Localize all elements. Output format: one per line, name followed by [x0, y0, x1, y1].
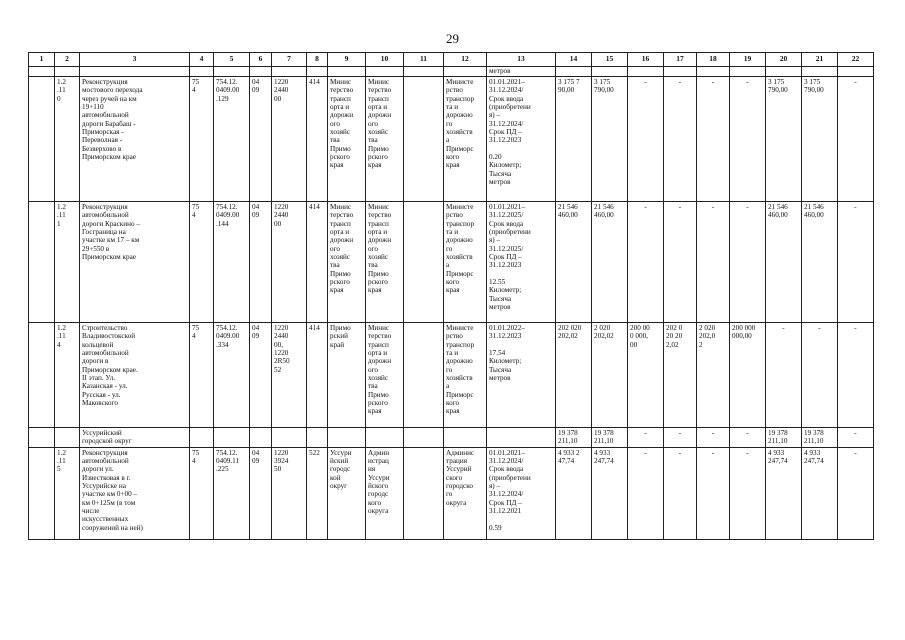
- section-code: 04 09: [250, 202, 272, 323]
- amount-col-19: 200 000 000,00: [730, 323, 766, 428]
- row-number: 1.2 .11 0: [55, 77, 80, 202]
- expense-type: 522: [307, 447, 328, 539]
- terms-capacity: 01.01.2021– 31.12.2024/ Срок ввода (приобретени я) – 31.12.2024/ Срок ПД – 31.12.2023 0.20 Километр; Тысяча метров: [487, 77, 556, 202]
- terms-capacity: 01.01.2022– 31.12.2023 17.54 Километр; Тысяча метров: [487, 323, 556, 428]
- column-header: 3: [80, 53, 190, 67]
- terms-capacity: 01.01.2021– 31.12.2024/ Срок ввода (приобретени я) – 31.12.2024/ Срок ПД – 31.12.2021 0.59: [487, 447, 556, 539]
- amount-col-20: 3 175 790,00: [766, 77, 802, 202]
- amount-col-22: -: [838, 202, 874, 323]
- column-11: [404, 202, 444, 323]
- object-code: 754.12. 0409.00 .144: [214, 202, 250, 323]
- section-code: 04 09: [250, 447, 272, 539]
- investment-objects-table: [28, 52, 874, 540]
- amount-col-18: -: [697, 202, 730, 323]
- column-header: 19: [730, 53, 766, 67]
- column-header: 11: [404, 53, 444, 67]
- column-header: 1: [29, 53, 55, 67]
- column-header: 14: [556, 53, 592, 67]
- amount-col-15: 3 175 790,00: [592, 77, 628, 202]
- amount-col-15: 2 020 202,02: [592, 323, 628, 428]
- subtotal-col-15: 19 378 211,10: [592, 428, 628, 448]
- amount-col-18: 2 020 202,0 2: [697, 323, 730, 428]
- estimated-cost: 21 546 460,00: [556, 202, 592, 323]
- amount-col-21: 4 933 247,74: [802, 447, 838, 539]
- amount-col-19: -: [730, 447, 766, 539]
- subtotal-label: Уссурийский городской округ: [80, 428, 190, 448]
- amount-col-17: -: [664, 447, 697, 539]
- gr-code: 75 4: [190, 323, 214, 428]
- column-header: 12: [444, 53, 487, 67]
- amount-col-19: -: [730, 202, 766, 323]
- column-header: 16: [628, 53, 664, 67]
- column-header: 21: [802, 53, 838, 67]
- header-row: [29, 53, 874, 67]
- object-name: Реконструкция мостового перехода через ручей на км 19+110 автомобильной дороги Барабаш - Приморская - Переволная - Безверхово в Приморском крае: [80, 77, 190, 202]
- amount-col-16: -: [628, 77, 664, 202]
- amount-col-17: -: [664, 77, 697, 202]
- column-header: 22: [838, 53, 874, 67]
- column-11: [404, 447, 444, 539]
- row-number: 1.2 .11 1: [55, 202, 80, 323]
- column-header: 10: [366, 53, 404, 67]
- column-11: [404, 77, 444, 202]
- column-header: 2: [55, 53, 80, 67]
- target-article: 1220 2440 00: [272, 202, 307, 323]
- page-number: 29: [446, 31, 459, 46]
- estimated-cost: 3 175 7 90,00: [556, 77, 592, 202]
- target-article: 1220 2440 00, 1220 2R50 52: [272, 323, 307, 428]
- owner: Минис терство трансп орта и дорожн ого хозяйс тва Примо рского края: [328, 202, 366, 323]
- subtotal-col-14: 19 378 211,10: [556, 428, 592, 448]
- object-code: 754.12. 0409.11 .225: [214, 447, 250, 539]
- customer: Админ истрац ия Уссури йского городс кого округа: [366, 447, 404, 539]
- target-article: 1220 3924 50: [272, 447, 307, 539]
- owner: Минис терство трансп орта и дорожн ого хозяйс тва Примо рского края: [328, 77, 366, 202]
- column-header: 9: [328, 53, 366, 67]
- amount-col-21: -: [802, 323, 838, 428]
- customer: Минис терство трансп орта и дорожн ого хозяйс тва Примо рского края: [366, 77, 404, 202]
- table-row: [29, 202, 874, 323]
- subtotal-col-20: 19 378 211,10: [766, 428, 802, 448]
- subtotal-col-16: -: [628, 428, 664, 448]
- table-row: [29, 447, 874, 539]
- object-name: Реконструкция автомобильной дороги Краскино – Госграница на участке км 17 – км 29+550 в Приморском крае: [80, 202, 190, 323]
- responsible: Министе рство транспор та и дорожно го хозяйств а Приморс кого края: [444, 202, 487, 323]
- customer: Минис терство трансп орта и дорожн ого хозяйс тва Примо рского края: [366, 202, 404, 323]
- subtotal-col-18: -: [697, 428, 730, 448]
- column-header: 15: [592, 53, 628, 67]
- amount-col-15: 21 546 460,00: [592, 202, 628, 323]
- section-code: 04 09: [250, 77, 272, 202]
- column-header: 6: [250, 53, 272, 67]
- amount-col-20: -: [766, 323, 802, 428]
- object-code: 754.12. 0409.00 .334: [214, 323, 250, 428]
- column-header: 7: [272, 53, 307, 67]
- owner: Примо рский край: [328, 323, 366, 428]
- expense-type: 414: [307, 77, 328, 202]
- expense-type: 414: [307, 323, 328, 428]
- section-code: 04 09: [250, 323, 272, 428]
- amount-col-17: 202 0 20 20 2,02: [664, 323, 697, 428]
- continuation-row: [29, 67, 874, 77]
- gr-code: 75 4: [190, 202, 214, 323]
- owner: Уссури йский городс кой округ: [328, 447, 366, 539]
- column-header: 20: [766, 53, 802, 67]
- estimated-cost: 202 020 202,02: [556, 323, 592, 428]
- row-number: 1.2 .11 4: [55, 323, 80, 428]
- column-header: 17: [664, 53, 697, 67]
- object-code: 754.12. 0409.00 .129: [214, 77, 250, 202]
- expense-type: 414: [307, 202, 328, 323]
- amount-col-21: 21 546 460,00: [802, 202, 838, 323]
- column-header: 18: [697, 53, 730, 67]
- column-11: [404, 323, 444, 428]
- amount-col-16: 200 00 0 000, 00: [628, 323, 664, 428]
- table-row: [29, 323, 874, 428]
- responsible: Админис трация Уссурий ского городско го округа: [444, 447, 487, 539]
- gr-code: 75 4: [190, 447, 214, 539]
- amount-col-22: -: [838, 447, 874, 539]
- table-row: [29, 77, 874, 202]
- subtotal-col-22: -: [838, 428, 874, 448]
- column-header: 4: [190, 53, 214, 67]
- subtotal-col-19: -: [730, 428, 766, 448]
- amount-col-20: 4 933 247,74: [766, 447, 802, 539]
- estimated-cost: 4 933 2 47,74: [556, 447, 592, 539]
- target-article: 1220 2440 00: [272, 77, 307, 202]
- amount-col-22: -: [838, 77, 874, 202]
- amount-col-22: -: [838, 323, 874, 428]
- terms-capacity: 01.01.2021– 31.12.2025/ Срок ввода (приобретени я) – 31.12.2025/ Срок ПД – 31.12.2023 12.55 Километр; Тысяча метров: [487, 202, 556, 323]
- amount-col-17: -: [664, 202, 697, 323]
- amount-col-16: -: [628, 202, 664, 323]
- amount-col-21: 3 175 790,00: [802, 77, 838, 202]
- amount-col-18: -: [697, 77, 730, 202]
- column-header: 5: [214, 53, 250, 67]
- object-name: Реконструкция автомобильной дороги ул. Известковая в г. Уссурийске на участке км 0+00 – км 0+125м (в том числе искусственных сооружений на ней): [80, 447, 190, 539]
- responsible: Министе рство транспор та и дорожно го хозяйств а Приморс кого края: [444, 77, 487, 202]
- customer: Минис терство трансп орта и дорожн ого хозяйс тва Примо рского края: [366, 323, 404, 428]
- subtotal-col-21: 19 378 211,10: [802, 428, 838, 448]
- object-name: Строительство Владивостокской кольцевой автомобильной дороги в Приморском крае. II этап. Ул. Казанская - ул. Русская - ул. Маковского: [80, 323, 190, 428]
- continuation-text: метров: [487, 67, 556, 77]
- responsible: Министе рство транспор та и дорожно го хозяйств а Приморс кого края: [444, 323, 487, 428]
- subtotal-col-17: -: [664, 428, 697, 448]
- subtotal-row: [29, 428, 874, 448]
- gr-code: 75 4: [190, 77, 214, 202]
- row-number: 1.2 .11 5: [55, 447, 80, 539]
- amount-col-18: -: [697, 447, 730, 539]
- amount-col-16: -: [628, 447, 664, 539]
- column-header: 13: [487, 53, 556, 67]
- amount-col-15: 4 933 247,74: [592, 447, 628, 539]
- amount-col-19: -: [730, 77, 766, 202]
- column-header: 8: [307, 53, 328, 67]
- amount-col-20: 21 546 460,00: [766, 202, 802, 323]
